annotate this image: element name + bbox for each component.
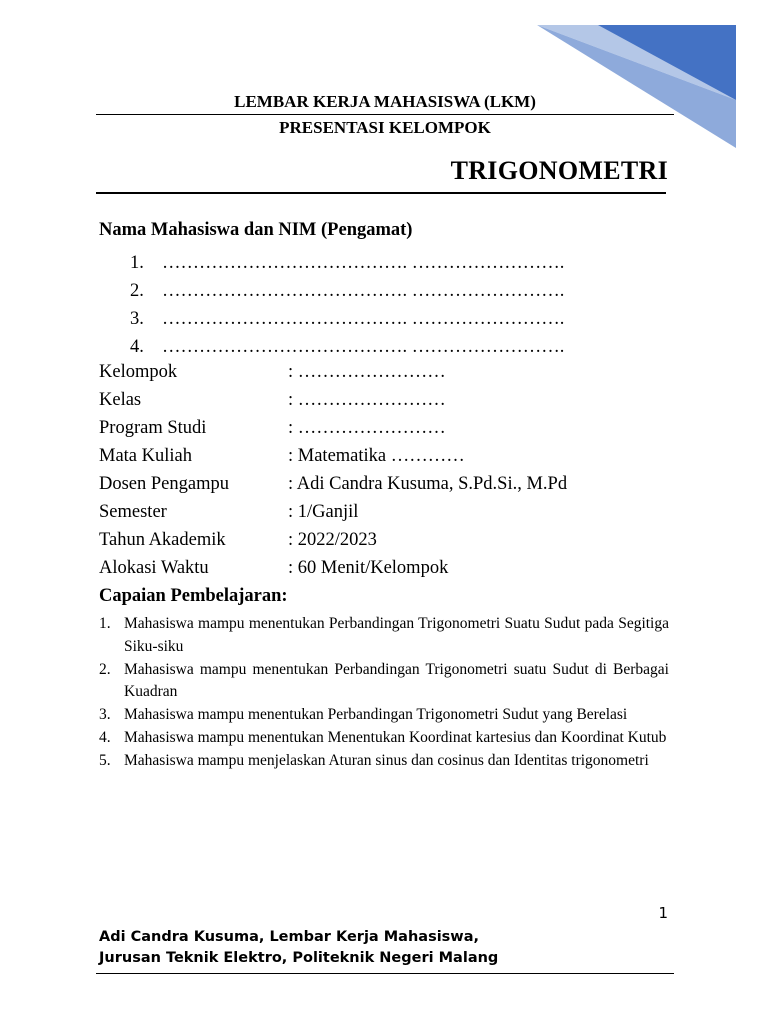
footer-line-institution: Jurusan Teknik Elektro, Politeknik Negeri Malang xyxy=(99,950,499,966)
info-row-program-studi: Program Studi : …………………… xyxy=(99,418,446,438)
info-row-alokasi-waktu: Alokasi Waktu : 60 Menit/Kelompok xyxy=(99,558,449,578)
observer-item: 2. …………………………………. ……………………. xyxy=(130,281,565,301)
observer-blank: …………………………………. ……………………. xyxy=(162,309,565,329)
info-row-dosen: Dosen Pengampu : Adi Candra Kusuma, S.Pd.Si., M.Pd xyxy=(99,474,568,494)
capaian-item: 3. Mahasiswa mampu menentukan Perbandingan Trigonometri Sudut yang Berelasi xyxy=(99,706,628,723)
info-row-kelompok: Kelompok : …………………… xyxy=(99,362,446,382)
page-footer xyxy=(99,927,498,969)
observer-blank: …………………………………. ……………………. xyxy=(162,253,565,273)
info-row-semester: Semester : 1/Ganjil xyxy=(99,502,359,522)
footer-divider xyxy=(96,973,674,974)
subject-divider xyxy=(96,192,666,194)
capaian-item: 2. Mahasiswa mampu menentukan Perbandingan Trigonometri suatu Sudut di Berbagai Kuadran xyxy=(99,660,669,700)
subject-title: TRIGONOMETRI xyxy=(450,156,668,185)
doc-subtitle: PRESENTASI KELOMPOK xyxy=(279,118,491,137)
observer-item: 4. …………………………………. ……………………. xyxy=(130,337,565,357)
observer-item: 3. …………………………………. ……………………. xyxy=(130,309,565,329)
observer-blank: …………………………………. ……………………. xyxy=(162,281,565,301)
observer-item: 1. …………………………………. ……………………. xyxy=(130,253,565,273)
info-table xyxy=(99,358,567,582)
capaian-item: 5. Mahasiswa mampu menjelaskan Aturan sinus dan cosinus dan Identitas trigonometri xyxy=(99,752,649,769)
footer-line-author: Adi Candra Kusuma, Lembar Kerja Mahasiswa, xyxy=(99,929,479,945)
observer-blank: …………………………………. ……………………. xyxy=(162,337,565,357)
info-row-kelas: Kelas : …………………… xyxy=(99,390,446,410)
info-row-mata-kuliah: Mata Kuliah : Matematika ………… xyxy=(99,446,465,466)
observer-section-title: Nama Mahasiswa dan NIM (Pengamat) xyxy=(99,220,413,240)
capaian-section-title: Capaian Pembelajaran: xyxy=(99,586,288,606)
title-divider xyxy=(96,114,674,115)
capaian-list xyxy=(99,613,669,773)
doc-title: LEMBAR KERJA MAHASISWA (LKM) xyxy=(234,92,536,111)
info-row-tahun-akademik: Tahun Akademik : 2022/2023 xyxy=(99,530,377,550)
capaian-item: 1. Mahasiswa mampu menentukan Perbandingan Trigonometri Suatu Sudut pada Segitiga Siku-siku xyxy=(99,615,669,655)
observer-list xyxy=(130,249,564,361)
capaian-item: 4. Mahasiswa mampu menentukan Menentukan Koordinat kartesius dan Koordinat Kutub xyxy=(99,729,667,746)
page-number: 1 xyxy=(658,904,668,922)
